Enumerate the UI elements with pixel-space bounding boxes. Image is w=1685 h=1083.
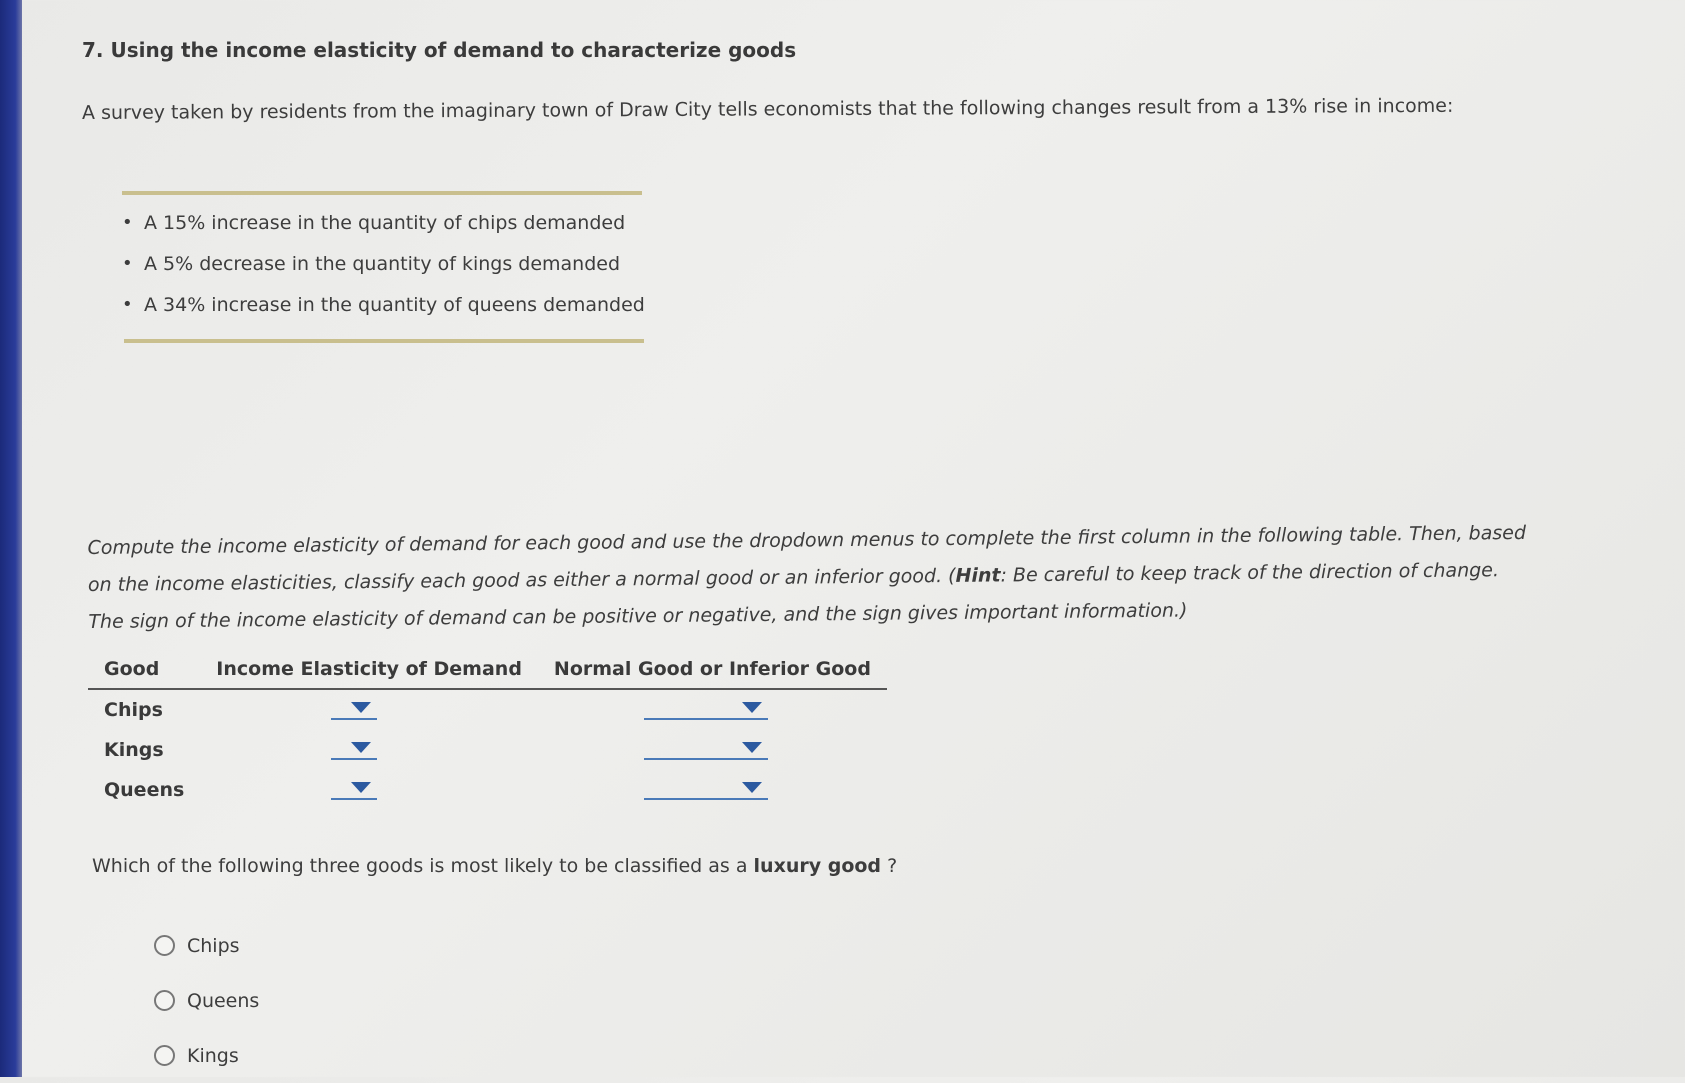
instructions (87, 515, 1548, 641)
radio-button[interactable] (154, 1045, 175, 1066)
hint-label: Hint (955, 564, 1001, 587)
question-page (22, 0, 1685, 1077)
header-elasticity: Income Elasticity of Demand (200, 652, 538, 689)
elasticity-dropdown-chips[interactable] (331, 696, 377, 720)
radio-button[interactable] (154, 935, 175, 956)
list-item: • A 34% increase in the quantity of queens demanded (122, 294, 645, 316)
header-classification: Normal Good or Inferior Good (538, 652, 887, 689)
instructions-line-2: on the income elasticities, classify each good as either a normal good or an inferior good. (Hint: Be careful to keep track of the direction of change. (87, 559, 1500, 596)
luxury-question: Which of the following three goods is most likely to be classified as a luxury good ? (92, 855, 898, 877)
classification-dropdown-queens[interactable] (644, 776, 768, 800)
dropdown-arrow-icon (351, 702, 371, 713)
table-row (88, 689, 887, 730)
option-kings[interactable]: Kings (154, 1028, 259, 1083)
header-good: Good (88, 652, 200, 689)
bullet-icon: • (122, 212, 133, 233)
changes-list (122, 212, 645, 335)
table-row (88, 770, 887, 810)
list-item: • A 5% decrease in the quantity of kings demanded (122, 253, 621, 275)
option-chips[interactable]: Chips (154, 918, 259, 973)
instructions-line-1: Compute the income elasticity of demand for each good and use the dropdown menus to complete the first column in the following table. Then, based (87, 521, 1527, 560)
table-row (88, 730, 887, 770)
left-edge-bar (0, 0, 22, 1077)
bottom-divider (124, 339, 644, 343)
dropdown-arrow-icon (742, 702, 762, 713)
question-title: 7. Using the income elasticity of demand to characterize goods (82, 38, 797, 62)
good-kings: Kings (104, 739, 164, 761)
option-queens[interactable]: Queens (154, 973, 259, 1028)
answer-table (88, 652, 887, 810)
dropdown-arrow-icon (351, 782, 371, 793)
intro-text: A survey taken by residents from the imaginary town of Draw City tells economists that the following changes result from a 13% rise in income: (81, 94, 1454, 124)
top-divider (122, 191, 642, 195)
good-chips: Chips (104, 699, 163, 721)
list-item: • A 15% increase in the quantity of chips demanded (122, 212, 626, 234)
bullet-icon: • (122, 294, 133, 315)
luxury-options (154, 918, 259, 1083)
radio-button[interactable] (154, 990, 175, 1011)
classification-dropdown-kings[interactable] (644, 736, 768, 760)
instructions-line-3: The sign of the income elasticity of demand can be positive or negative, and the sign gives important information.) (88, 599, 1188, 633)
classification-dropdown-chips[interactable] (644, 696, 768, 720)
dropdown-arrow-icon (742, 782, 762, 793)
bullet-icon: • (122, 253, 133, 274)
elasticity-dropdown-queens[interactable] (331, 776, 377, 800)
dropdown-arrow-icon (351, 742, 371, 753)
elasticity-dropdown-kings[interactable] (331, 736, 377, 760)
luxury-term: luxury good (753, 855, 882, 877)
dropdown-arrow-icon (742, 742, 762, 753)
good-queens: Queens (104, 779, 185, 801)
